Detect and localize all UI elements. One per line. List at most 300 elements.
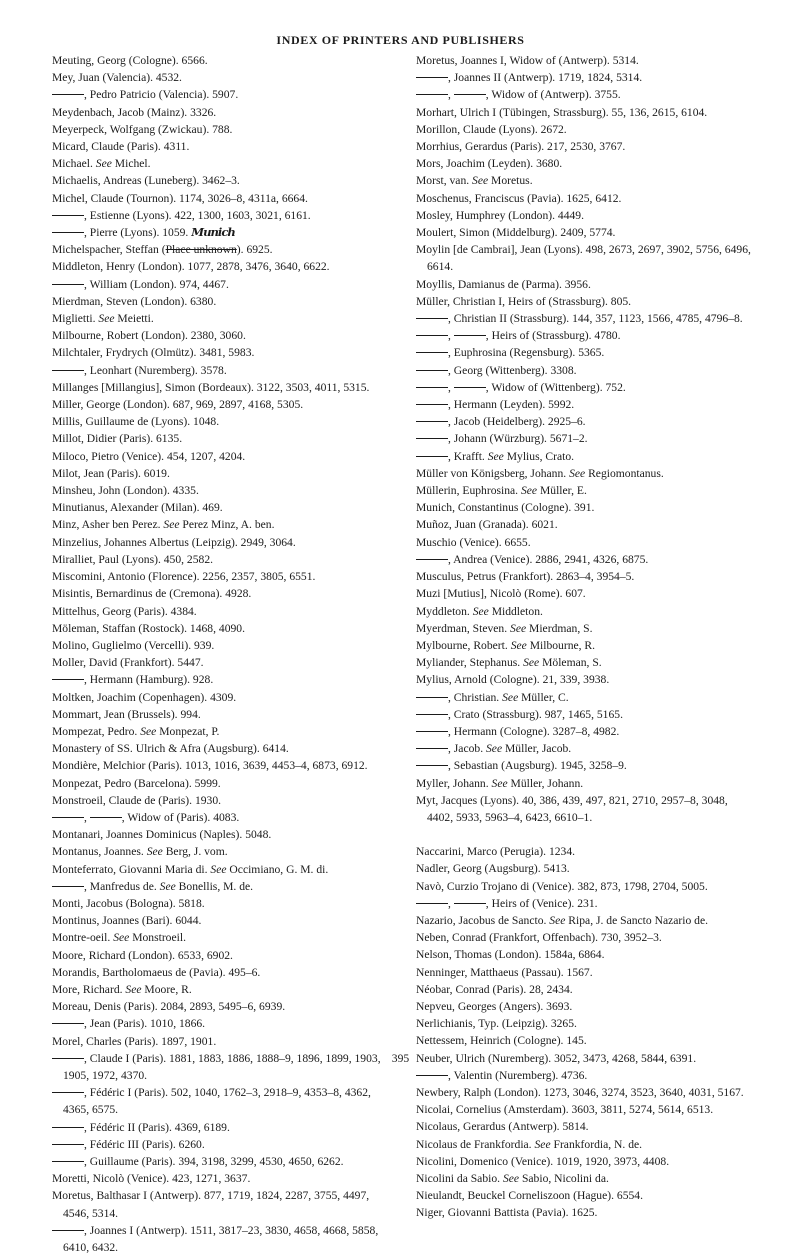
index-entry xyxy=(52,482,392,499)
index-entry xyxy=(52,568,392,585)
dash-separator: , xyxy=(448,896,454,910)
entry-text-continued: ). 6925. xyxy=(236,243,273,257)
entry-text: Moschenus, Franciscus (Pavia). 1625, 6412. xyxy=(416,191,622,205)
index-entry xyxy=(52,809,392,826)
index-entry xyxy=(52,912,392,929)
index-entry xyxy=(52,276,392,293)
entry-text: , Claude I (Paris). 1881, 1883, 1886, 1888–9, 1896, 1899, 1903, 1905, 1972, 4370. xyxy=(63,1051,381,1082)
index-entry xyxy=(52,895,392,912)
entry-text: Morhart, Ulrich I (Tübingen, Strassburg). 55, 136, 2615, 6104. xyxy=(416,105,708,119)
index-entry xyxy=(416,723,756,740)
index-entry xyxy=(52,155,392,172)
entry-text: Miloco, Pietro (Venice). 454, 1207, 4204. xyxy=(52,449,246,463)
index-entry xyxy=(416,981,756,998)
index-entry xyxy=(52,86,392,103)
index-entry xyxy=(52,241,392,258)
index-entry xyxy=(52,1015,392,1032)
index-entry xyxy=(52,465,392,482)
cross-reference: Mylius, Crato. xyxy=(506,449,575,463)
entry-text: , Jean (Paris). 1010, 1866. xyxy=(84,1017,206,1031)
entry-text: Michael. xyxy=(52,157,93,171)
index-entry xyxy=(416,551,756,568)
index-entry xyxy=(52,603,392,620)
ditto-dash xyxy=(52,94,84,95)
ditto-dash xyxy=(454,335,486,336)
index-entry xyxy=(416,792,756,826)
entry-text: , William (London). 974, 4467. xyxy=(84,277,229,291)
index-entry xyxy=(52,1153,392,1170)
index-entry xyxy=(416,465,756,482)
entry-text: Minz, Asher ben Perez. xyxy=(52,518,161,532)
index-entry xyxy=(416,585,756,602)
index-entry xyxy=(52,1119,392,1136)
ditto-dash xyxy=(52,215,84,216)
index-entry xyxy=(416,310,756,327)
entry-text: , Hermann (Hamburg). 928. xyxy=(84,673,214,687)
ditto-dash xyxy=(416,387,448,388)
cross-reference: Michel. xyxy=(114,157,151,171)
index-entry xyxy=(52,843,392,860)
see-reference-label: See xyxy=(502,690,519,704)
entry-text: Muschio (Venice). 6655. xyxy=(416,535,531,549)
ditto-dash xyxy=(416,714,448,715)
index-entry xyxy=(52,207,392,224)
cross-reference: Möleman, S. xyxy=(542,656,602,670)
index-entry xyxy=(416,482,756,499)
see-reference-label: See xyxy=(523,656,540,670)
ditto-dash xyxy=(52,1230,84,1231)
index-entry xyxy=(416,52,756,69)
entry-text: Micard, Claude (Paris). 4311. xyxy=(52,140,190,154)
entry-text: Moretus, Balthasar I (Antwerp). 877, 1719, 1824, 2287, 3755, 4497, 4546, 5314. xyxy=(52,1189,370,1220)
index-entry xyxy=(52,947,392,964)
index-entry xyxy=(52,430,392,447)
dash-separator: , xyxy=(84,810,90,824)
see-reference-label: See xyxy=(502,1172,520,1185)
entry-text: , Hermann (Cologne). 3287–8, 4982. xyxy=(448,724,620,738)
entry-text: Minutianus, Alexander (Milan). 469. xyxy=(52,501,223,515)
index-entry xyxy=(52,981,392,998)
entry-text: Mey, Juan (Valencia). 4532. xyxy=(52,71,182,85)
entry-text: , Joannes II (Antwerp). 1719, 1824, 5314. xyxy=(448,71,643,85)
index-entry xyxy=(416,946,756,963)
entry-text: Milbourne, Robert (London). 2380, 3060. xyxy=(52,329,246,343)
entry-text: Neuber, Ulrich (Nuremberg). 3052, 3473, 4268, 5844, 6391. xyxy=(416,1051,697,1065)
entry-text: Michaelis, Andreas (Luneberg). 3462–3. xyxy=(52,174,240,188)
entry-text: Michelspacher, Steffan ( xyxy=(52,243,166,257)
cross-reference: Regiomontanus. xyxy=(588,466,664,480)
entry-text: Meydenbach, Jacob (Mainz). 3326. xyxy=(52,105,217,119)
entry-text: , Heirs of (Strassburg). 4780. xyxy=(485,329,621,343)
index-entry xyxy=(416,69,756,86)
entry-text: Millis, Guillaume de (Lyons). 1048. xyxy=(52,415,220,429)
entry-text: Möleman, Staffan (Rostock). 1468, 4090. xyxy=(52,621,245,635)
index-entry xyxy=(416,929,756,946)
index-entry xyxy=(52,104,392,121)
dash-separator: , xyxy=(448,329,454,343)
index-entry xyxy=(416,1153,756,1170)
index-entry xyxy=(52,310,392,327)
dash-separator: , xyxy=(448,380,454,394)
see-reference-label: See xyxy=(163,518,180,532)
entry-text: Müller, Christian I, Heirs of (Strassburg). 805. xyxy=(416,294,632,308)
index-entry xyxy=(416,1101,756,1118)
index-entry xyxy=(52,964,392,981)
entry-text: Millot, Didier (Paris). 6135. xyxy=(52,432,183,446)
entry-text: , Widow of (Wittenberg). 752. xyxy=(485,380,626,394)
ditto-dash xyxy=(416,318,448,319)
index-entry xyxy=(416,1118,756,1135)
entry-text: Newbery, Ralph (London). 1273, 3046, 3274, 3523, 3640, 4031, 5167. xyxy=(416,1085,744,1099)
ditto-dash xyxy=(52,1127,84,1128)
index-entry xyxy=(52,998,392,1015)
entry-text: Moretus, Joannes I, Widow of (Antwerp). 5314. xyxy=(416,54,639,67)
entry-text: Muzi [Mutius], Nicolò (Rome). 607. xyxy=(416,587,586,601)
index-entry xyxy=(52,1033,392,1050)
index-entry xyxy=(52,706,392,723)
index-entry xyxy=(416,878,756,895)
index-entry xyxy=(416,1084,756,1101)
entry-text: Morandis, Bartholomaeus de (Pavia). 495–6. xyxy=(52,965,261,979)
entry-text: Miscomini, Antonio (Florence). 2256, 2357, 3805, 6551. xyxy=(52,570,316,584)
index-entry xyxy=(52,52,392,69)
entry-text: , Fédéric II (Paris). 4369, 6189. xyxy=(84,1120,230,1134)
entry-text: , Fédéric I (Paris). 502, 1040, 1762–3, 2918–9, 4353–8, 4362, 4365, 6575. xyxy=(63,1086,371,1117)
entry-text: Néobar, Conrad (Paris). 28, 2434. xyxy=(416,982,573,996)
entry-text: Nadler, Georg (Augsburg). 5413. xyxy=(416,862,570,876)
struck-out-text: Place unknown xyxy=(165,243,237,257)
index-entry xyxy=(52,1136,392,1153)
index-entry xyxy=(416,534,756,551)
see-reference-label: See xyxy=(98,312,115,326)
index-entry xyxy=(416,706,756,723)
index-entry xyxy=(52,775,392,792)
entry-text: , Hermann (Leyden). 5992. xyxy=(448,398,575,412)
index-entry xyxy=(416,637,756,654)
entry-text: , Pierre (Lyons). 1059. xyxy=(84,226,189,240)
index-entry xyxy=(416,396,756,413)
entry-text: Nepveu, Georges (Angers). 3693. xyxy=(416,999,573,1013)
cross-reference: Occimiano, G. M. di. xyxy=(229,862,329,876)
cross-reference: Moore, R. xyxy=(144,982,192,996)
entry-text: , Widow of (Paris). 4083. xyxy=(121,810,240,824)
entry-text: Morrhius, Gerardus (Paris). 217, 2530, 3767. xyxy=(416,140,626,154)
index-entry xyxy=(416,568,756,585)
entry-text: Myt, Jacques (Lyons). 40, 386, 439, 497, 821, 2710, 2957–8, 3048, 4402, 5933, 5963–4, 6423, 6610–1. xyxy=(416,793,728,824)
index-entry xyxy=(416,344,756,361)
entry-text: Moller, David (Frankfort). 5447. xyxy=(52,656,204,670)
entry-text: Myerdman, Steven. xyxy=(416,621,508,635)
index-entry xyxy=(52,826,392,843)
index-entry xyxy=(52,757,392,774)
entry-text: Nenninger, Matthaeus (Passau). 1567. xyxy=(416,965,593,979)
cross-reference: Ripa, J. de Sancto Nazario de. xyxy=(568,913,709,927)
entry-text: Muñoz, Juan (Granada). 6021. xyxy=(416,518,558,532)
entry-text: Morel, Charles (Paris). 1897, 1901. xyxy=(52,1034,217,1048)
index-entry xyxy=(416,1067,756,1084)
entry-text: Moretti, Nicolò (Venice). 423, 1271, 3637. xyxy=(52,1172,251,1186)
index-entry xyxy=(416,671,756,688)
index-entry xyxy=(52,1187,392,1221)
entry-text: , Johann (Würzburg). 5671–2. xyxy=(448,432,588,446)
cross-reference: Müller, E. xyxy=(539,484,587,498)
index-entry xyxy=(52,413,392,430)
index-entry xyxy=(52,637,392,654)
index-entry xyxy=(416,603,756,620)
cross-reference: Milbourne, R. xyxy=(529,638,596,652)
entry-text: , Jacob. xyxy=(448,742,484,756)
entry-text: Monastery of SS. Ulrich & Afra (Augsburg). 6414. xyxy=(52,742,289,756)
ditto-dash xyxy=(416,404,448,405)
index-entry xyxy=(416,1015,756,1032)
entry-text: , Fédéric III (Paris). 6260. xyxy=(84,1137,205,1151)
ditto-dash xyxy=(52,817,84,818)
ditto-dash xyxy=(454,903,486,904)
index-entry xyxy=(52,861,392,878)
index-entry xyxy=(416,860,756,877)
cross-reference: Monpezat, P. xyxy=(159,724,220,738)
index-column-left xyxy=(52,52,392,1256)
entry-text: Mors, Joachim (Leyden). 3680. xyxy=(416,157,563,171)
index-entry xyxy=(416,155,756,172)
index-entry xyxy=(52,258,392,275)
entry-text: Navò, Curzio Trojano di (Venice). 382, 873, 1798, 2704, 5005. xyxy=(416,879,708,893)
entry-text: Mylbourne, Robert. xyxy=(416,638,508,652)
entry-text: , Heirs of (Venice). 231. xyxy=(485,896,598,910)
entry-text: , Sebastian (Augsburg). 1945, 3258–9. xyxy=(448,759,627,773)
index-entry xyxy=(416,327,756,344)
entry-text: Mosley, Humphrey (London). 4449. xyxy=(416,208,584,222)
entry-text: Molino, Guglielmo (Vercelli). 939. xyxy=(52,638,215,652)
entry-text: Moyllis, Damianus de (Parma). 3956. xyxy=(416,277,591,291)
index-entry xyxy=(416,86,756,103)
entry-text: Misintis, Bernardinus de (Cremona). 4928. xyxy=(52,587,252,601)
see-reference-label: See xyxy=(472,604,489,618)
index-entry xyxy=(52,654,392,671)
entry-text: Mittelhus, Georg (Paris). 4384. xyxy=(52,604,197,618)
entry-text: Nicolaus de Frankfordia. xyxy=(416,1137,532,1151)
index-entry xyxy=(416,895,756,912)
entry-text: Millanges [Millangius], Simon (Bordeaux). 3122, 3503, 4011, 5315. xyxy=(52,380,370,394)
index-entry xyxy=(416,964,756,981)
index-column-right xyxy=(416,52,756,1222)
ditto-dash xyxy=(52,370,84,371)
index-entry xyxy=(416,740,756,757)
see-reference-label: See xyxy=(146,845,163,859)
ditto-dash xyxy=(416,748,448,749)
entry-text: Morst, van. xyxy=(416,174,470,188)
index-entry xyxy=(416,121,756,138)
index-entry xyxy=(52,620,392,637)
index-entry xyxy=(416,138,756,155)
index-entry xyxy=(52,138,392,155)
entry-text: , Georg (Wittenberg). 3308. xyxy=(448,363,577,377)
index-entry xyxy=(52,671,392,688)
entry-text: Moreau, Denis (Paris). 2084, 2893, 5495–6, 6939. xyxy=(52,1000,286,1014)
index-entry xyxy=(416,224,756,241)
index-entry xyxy=(52,396,392,413)
index-entry xyxy=(52,224,392,241)
index-entry xyxy=(52,172,392,189)
entry-text: Mierdman, Steven (London). 6380. xyxy=(52,294,217,308)
see-reference-label: See xyxy=(95,157,112,171)
handwritten-annotation: Munich xyxy=(191,225,235,240)
index-entry xyxy=(52,362,392,379)
entry-text: Neben, Conrad (Frankfort, Offenbach). 730, 3952–3. xyxy=(416,931,662,945)
entry-text: Moylin [de Cambrai], Jean (Lyons). 498, 2673, 2697, 3902, 5756, 6496, 6614. xyxy=(416,243,751,274)
entry-text: Monstroeil, Claude de (Paris). 1930. xyxy=(52,793,222,807)
index-entry xyxy=(416,293,756,310)
index-entry xyxy=(416,1204,756,1221)
ditto-dash xyxy=(416,1075,448,1076)
index-entry xyxy=(52,327,392,344)
ditto-dash xyxy=(416,438,448,439)
see-reference-label: See xyxy=(113,931,130,945)
entry-text: Miglietti. xyxy=(52,312,96,326)
entry-text: Morillon, Claude (Lyons). 2672. xyxy=(416,122,567,136)
entry-text: Mylius, Arnold (Cologne). 21, 339, 3938. xyxy=(416,673,610,687)
entry-text: Montanus, Joannes. xyxy=(52,845,144,859)
index-entry xyxy=(52,121,392,138)
ditto-dash xyxy=(416,370,448,371)
index-entry xyxy=(52,740,392,757)
index-entry xyxy=(52,534,392,551)
dash-separator: , xyxy=(448,88,454,102)
cross-reference: Mierdman, S. xyxy=(529,621,593,635)
index-entry xyxy=(52,516,392,533)
entry-text: Monpezat, Pedro (Barcelona). 5999. xyxy=(52,776,221,790)
entry-text: Musculus, Petrus (Frankfort). 2863–4, 3954–5. xyxy=(416,570,635,584)
cross-reference: Berg, J. vom. xyxy=(165,845,228,859)
entry-text: Minsheu, John (London). 4335. xyxy=(52,484,199,498)
entry-text: Nerlichianis, Typ. (Leipzig). 3265. xyxy=(416,1017,577,1031)
see-reference-label: See xyxy=(487,449,504,463)
ditto-dash xyxy=(416,697,448,698)
entry-text: , Christian. xyxy=(448,690,500,704)
entry-text: Montre-oeil. xyxy=(52,931,111,945)
index-entry xyxy=(52,1170,392,1187)
entry-text: Minzelius, Johannes Albertus (Leipzig). 2949, 3064. xyxy=(52,535,296,549)
entry-text: Munich, Constantinus (Cologne). 391. xyxy=(416,501,595,515)
see-reference-label: See xyxy=(472,174,489,188)
index-entry xyxy=(416,620,756,637)
index-entry xyxy=(416,448,756,465)
ditto-dash xyxy=(52,1092,84,1093)
see-reference-label: See xyxy=(549,913,566,927)
ditto-dash xyxy=(52,232,84,233)
index-entry xyxy=(416,775,756,792)
entry-text: More, Richard. xyxy=(52,982,123,996)
see-reference-label: See xyxy=(125,982,142,996)
entry-text: Montinus, Joannes (Bari). 6044. xyxy=(52,914,202,928)
see-reference-label: See xyxy=(491,776,508,790)
see-reference-label: See xyxy=(140,724,157,738)
cross-reference: Monstroeil. xyxy=(132,931,186,945)
index-entry xyxy=(52,379,392,396)
index-entry xyxy=(416,1032,756,1049)
ditto-dash xyxy=(416,456,448,457)
cross-reference: Bonellis, M. de. xyxy=(178,879,254,893)
entry-text: Michel, Claude (Tournon). 1174, 3026–8, 4311a, 6664. xyxy=(52,191,308,205)
ditto-dash xyxy=(416,335,448,336)
index-entry xyxy=(52,689,392,706)
index-entry xyxy=(416,516,756,533)
index-entry xyxy=(52,723,392,740)
index-entry xyxy=(416,1170,756,1187)
entry-text: Monteferrato, Giovanni Maria di. xyxy=(52,862,208,876)
cross-reference: Sabio, Nicolini da. xyxy=(521,1172,609,1185)
entry-text: Miller, George (London). 687, 969, 2897, 4168, 5305. xyxy=(52,398,304,412)
entry-text: Nicolini da Sabio. xyxy=(416,1172,501,1185)
ditto-dash xyxy=(416,94,448,95)
entry-text: Nieulandt, Beuckel Corneliszoon (Hague). 6554. xyxy=(416,1189,643,1203)
entry-text: , Andrea (Venice). 2886, 2941, 4326, 6875. xyxy=(448,552,649,566)
entry-text: Myddleton. xyxy=(416,604,470,618)
cross-reference: Müller, Johann. xyxy=(510,776,584,790)
entry-text: , Euphrosina (Regensburg). 5365. xyxy=(448,346,605,360)
ditto-dash xyxy=(454,94,486,95)
entry-text: Milot, Jean (Paris). 6019. xyxy=(52,466,170,480)
entry-text: Miralliet, Paul (Lyons). 450, 2582. xyxy=(52,552,214,566)
entry-text: Myliander, Stephanus. xyxy=(416,656,521,670)
entry-text: Mommart, Jean (Brussels). 994. xyxy=(52,707,201,721)
entry-text: Mompezat, Pedro. xyxy=(52,724,138,738)
entry-text: Naccarini, Marco (Perugia). 1234. xyxy=(416,845,576,859)
entry-text: Nicolai, Cornelius (Amsterdam). 3603, 3811, 5274, 5614, 6513. xyxy=(416,1103,714,1117)
index-entry xyxy=(52,499,392,516)
cross-reference: Frankfordia, N. de. xyxy=(553,1137,643,1151)
entry-text: Niger, Giovanni Battista (Pavia). 1625. xyxy=(416,1206,598,1220)
ditto-dash xyxy=(416,731,448,732)
index-entry xyxy=(416,998,756,1015)
index-entry xyxy=(416,912,756,929)
entry-text: , Joannes I (Antwerp). 1511, 3817–23, 3830, 4658, 4668, 5858, 6410, 6432. xyxy=(63,1223,379,1255)
entry-text: Meyerpeck, Wolfgang (Zwickau). 788. xyxy=(52,122,233,136)
index-entry xyxy=(52,929,392,946)
entry-text: Meuting, Georg (Cologne). 6566. xyxy=(52,54,208,67)
index-entry xyxy=(416,430,756,447)
entry-text: Nettessem, Heinrich (Cologne). 145. xyxy=(416,1034,587,1048)
ditto-dash xyxy=(454,387,486,388)
index-entry xyxy=(416,413,756,430)
entry-text: Nazario, Jacobus de Sancto. xyxy=(416,913,547,927)
ditto-dash xyxy=(52,886,84,887)
see-reference-label: See xyxy=(210,862,227,876)
ditto-dash xyxy=(52,1144,84,1145)
ditto-dash xyxy=(52,1161,84,1162)
cross-reference: Moretus. xyxy=(491,174,533,188)
index-entry xyxy=(416,379,756,396)
ditto-dash xyxy=(52,284,84,285)
index-entry xyxy=(52,1222,392,1256)
index-entry xyxy=(416,190,756,207)
index-entry xyxy=(52,585,392,602)
index-entry xyxy=(52,792,392,809)
entry-text: Myller, Johann. xyxy=(416,776,489,790)
entry-text: , Leonhart (Nuremberg). 3578. xyxy=(84,363,227,377)
entry-text: Müller von Königsberg, Johann. xyxy=(416,466,567,480)
entry-text: Nicolini, Domenico (Venice). 1019, 1920, 3973, 4408. xyxy=(416,1154,670,1168)
entry-text: , Krafft. xyxy=(448,449,485,463)
index-entry xyxy=(416,1136,756,1153)
index-entry xyxy=(416,276,756,293)
index-entry xyxy=(416,172,756,189)
entry-text: , Christian II (Strassburg). 144, 357, 1123, 1566, 4785, 4796–8. xyxy=(448,312,743,326)
index-entry xyxy=(52,190,392,207)
ditto-dash xyxy=(416,421,448,422)
ditto-dash xyxy=(416,77,448,78)
index-entry xyxy=(416,654,756,671)
